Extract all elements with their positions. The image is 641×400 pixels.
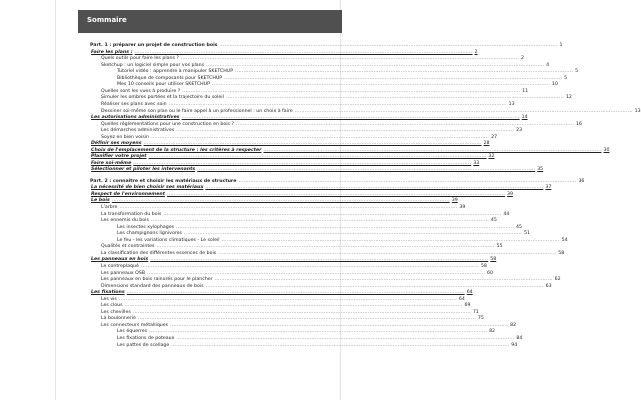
toc-page-number: 28 [483,141,490,147]
toc-dot-leader: ........................................................................................................................................................................................................ [181,115,520,121]
toc-dot-leader: ........................................................................................................................................................................................................ [151,134,490,140]
toc-dot-leader: ........................................................................................................................................................................................................ [263,147,602,153]
toc-entry [90,250,565,257]
toc-page-number: 60 [487,270,493,276]
toc-entry-title: Les équerres [117,329,148,335]
toc-page-number: 13 [634,108,641,114]
toc-entry-title: Sélectionner et piloter les intervenants [91,167,196,173]
toc-dot-leader: ........................................................................................................................................................................................................ [221,237,560,243]
toc-entry [90,43,563,49]
toc-entry [90,141,490,147]
toc-dot-leader: ........................................................................................................................................................................................................ [176,336,515,341]
toc-entry [90,128,523,134]
toc-page-number: 14 [521,115,528,121]
toc-page-number: 84 [516,336,523,341]
toc-entry [90,270,493,277]
toc-entry-title: Dimensions standard des panneaux de bois [101,283,204,289]
toc-dot-leader: ........................................................................................................................................................................................................ [134,49,473,55]
toc-page-number: 75 [477,316,484,322]
summary-header-bar [78,10,342,33]
toc-entry-title: L'arbre [101,205,118,210]
toc-page-number: 71 [472,309,479,315]
toc-entry-title: Les champignons lignivores [117,231,182,237]
toc-dot-leader: ........................................................................................................................................................................................................ [147,270,486,276]
toc-page-number: 33 [473,160,480,166]
toc-entry [90,237,568,244]
toc-entry [90,185,552,191]
toc-entry [90,75,568,82]
toc-page-number: 51 [524,231,530,237]
toc-page-number: 13 [508,101,515,107]
toc-entry-title: Les autorisations administratives [91,115,180,121]
toc-page-number: 82 [510,322,517,328]
toc-entry [90,134,498,141]
toc-page-number: 12 [565,95,572,101]
toc-dot-leader: ........................................................................................................................................................................................................ [137,316,476,322]
toc-entry-title: Quelles sont les vues à produire ? [101,88,181,94]
toc-entry-title: Le feu - les variations climatiques - Le soleil [117,237,220,243]
toc-page-number: 69 [464,303,471,309]
toc-dot-leader: ........................................................................................................................................................................................................ [219,43,558,48]
toc-entry [90,147,610,154]
toc-entry [90,191,513,198]
toc-page-number: 2 [520,56,524,62]
toc-entry [90,121,582,128]
toc-entry [90,101,515,108]
toc-entry-title: Les fixations [91,290,125,296]
toc-entry [90,263,487,270]
toc-dot-leader: ........................................................................................................................................................................................................ [206,62,545,68]
toc-page-number: 64 [458,296,465,302]
toc-entry [90,309,479,316]
toc-entry [90,231,530,237]
toc-entry [90,88,529,95]
toc-entry-title: Dessiner soi-même son plan ou le faire appel à un professionnel : un choix à faire [101,108,293,114]
toc-entry [90,154,495,160]
toc-page-number: 94 [511,342,518,348]
toc-page-number: 5 [575,69,579,75]
toc-page-number: 5 [564,75,568,81]
toc-entry-title: Les panneaux en bois rainurés pour le plancher [101,277,213,283]
toc-dot-leader: ........................................................................................................................................................................................................ [148,154,487,160]
toc-entry-title: Bibliothèque de composants pour SKETCHUP [117,75,223,81]
toc-entry-title: Part. 2 : connaître et choisir les matériaux de structure [90,178,237,184]
toc-entry-title: Les chevilles [101,309,131,315]
toc-entry-title: La nécessité de bien choisir ses matériaux [91,185,204,191]
toc-page-number: 64 [466,290,473,296]
toc-page-number: 62 [554,277,561,283]
toc-dot-leader: ........................................................................................................................................................................................................ [149,329,488,335]
toc-entry [90,283,552,290]
toc-page-number: 35 [537,167,544,173]
toc-page-number: 30 [603,147,610,153]
toc-page-number: 45 [490,218,497,224]
toc-page-number: 55 [496,244,503,250]
toc-entry [90,115,528,121]
toc-page-number: 16 [576,121,582,127]
toc-dot-leader: ........................................................................................................................................................................................................ [214,277,553,283]
toc-entry [90,296,465,303]
toc-dot-leader: ........................................................................................................................................................................................................ [224,75,563,81]
toc-entry [90,322,517,329]
toc-page-number: 11 [522,88,529,94]
toc-page-number: 10 [551,82,558,88]
toc-page-number: 37 [545,185,552,191]
toc-entry [90,167,544,173]
toc-dot-leader: ........................................................................................................................................................................................................ [111,198,450,204]
toc-entry-title: Les insectes xylophages [117,224,175,230]
toc-entry-title: Quelles réglementations pour une construction en bois ? [101,121,234,127]
toc-entry [90,62,550,69]
toc-dot-leader: ........................................................................................................................................................................................................ [132,309,471,315]
toc-page-number: 58 [480,263,487,269]
toc-dot-leader: ........................................................................................................................................................................................................ [124,303,463,309]
toc-entry-title: Choix de l'emplacement de la structure : les critères à respecter [91,147,262,153]
toc-dot-leader: ........................................................................................................................................................................................................ [180,56,519,62]
toc-entry-title: Faire soi-même [91,160,132,166]
toc-entry [90,95,572,101]
toc-dot-leader: ........................................................................................................................................................................................................ [126,290,465,296]
toc-entry-title: Simuler les ombres portées et la trajectoire du soleil [101,95,224,101]
toc-entry [90,211,510,218]
toc-dot-leader: ........................................................................................................................................................................................................ [171,342,510,348]
toc-entry-title: La boulonnerie [101,316,136,322]
toc-dot-leader: ........................................................................................................................................................................................................ [133,160,472,166]
toc-dot-leader: ........................................................................................................................................................................................................ [235,69,574,75]
toc-dot-leader: ........................................................................................................................................................................................................ [182,88,521,94]
toc-entry [90,56,524,62]
toc-dot-leader: ........................................................................................................................................................................................................ [163,211,502,217]
toc-dot-leader: ........................................................................................................................................................................................................ [170,322,509,328]
toc-page-number: 45 [516,224,522,230]
toc-entry-title: Le bois [91,198,110,204]
toc-dot-leader: ........................................................................................................................................................................................................ [156,244,495,250]
toc-dot-leader: ........................................................................................................................................................................................................ [166,191,505,197]
toc-entry-title: Définir ses moyens [91,141,142,147]
toc-page-number: 63 [545,283,552,289]
toc-dot-leader: ........................................................................................................................................................................................................ [150,257,489,263]
toc-page-number: 4 [546,62,550,68]
toc-entry-title: Le contreplaqué [101,263,139,269]
toc-dot-leader: ........................................................................................................................................................................................................ [176,224,515,230]
toc-entry-title: Les vis [101,296,117,302]
toc-entry-title: Les ennemis du bois [101,218,149,224]
toc-entry [90,244,503,250]
toc-entry [90,178,585,185]
toc-page-number: 32 [488,154,495,160]
toc-dot-leader: ........................................................................................................................................................................................................ [205,185,544,191]
toc-dot-leader: ........................................................................................................................................................................................................ [294,108,633,114]
toc-entry [90,342,518,349]
toc-entry-title: Soyez en bien voisin [101,134,150,140]
toc-dot-leader: ........................................................................................................................................................................................................ [205,283,544,289]
toc-page-number: 58 [490,257,497,263]
toc-entry [90,198,458,204]
toc-entry [90,329,496,335]
toc-entry-title: Respect de l'environnement [91,191,165,197]
toc-entry-title: La transformation du bois [101,211,162,217]
toc-dot-leader: ........................................................................................................................................................................................................ [168,101,507,107]
toc-page-number: 54 [561,237,568,243]
toc-dot-leader: ........................................................................................................................................................................................................ [225,95,564,101]
toc-page-number: 39 [506,191,513,197]
toc-dot-leader: ........................................................................................................................................................................................................ [140,263,479,269]
toc-page-number: 27 [491,134,498,140]
toc-entry-title: Les panneaux en bois [91,257,149,263]
toc-page-number: 39 [451,198,458,204]
toc-entry-title: La classification des différentes essences de bois [101,250,217,256]
toc-entry [90,277,561,283]
toc-entry-title: Les fixations de poteaux [117,336,175,341]
toc-entry [90,205,466,211]
toc-entry [90,108,641,115]
toc-entry [90,290,473,296]
toc-entry-title: Les panneaux OSB [101,270,146,276]
toc-entry [90,69,579,75]
toc-entry-title: Les démarches administratives [101,128,175,134]
toc-entry-title: Planifier votre projet [91,154,147,160]
toc-entry-title: Quels outils pour faire les plans ? [101,56,179,62]
toc-entry-title: Tutoriel vidéo : apprendre à manipuler SKETCHUP [117,69,234,75]
toc-entry-title: Les connecteurs métalliques [101,322,169,328]
toc-entry-title: Part. 1 : préparer un projet de construction bois [90,43,218,48]
document-page [55,0,641,400]
toc-dot-leader: ........................................................................................................................................................................................................ [150,218,489,224]
toc-entry-title: Sketchup : un logiciel simple pour vos plans [101,62,205,68]
toc-entry-title: Réaliser ses plans avec soin [101,101,167,107]
toc-page-number: 58 [558,250,565,256]
toc-page-number: 1 [559,43,563,48]
toc-dot-leader: ........................................................................................................................................................................................................ [176,128,515,134]
toc-dot-leader: ........................................................................................................................................................................................................ [143,141,482,147]
toc-entry [90,160,480,167]
toc-dot-leader: ........................................................................................................................................................................................................ [238,178,577,184]
toc-dot-leader: ........................................................................................................................................................................................................ [218,250,557,256]
toc-entry-title: Mes 10 conseils pour utiliser SKETCHUP [117,82,210,88]
toc-entry-title: Qualités et contraintes [101,244,155,250]
toc-entry-title: Les clous [101,303,123,309]
toc-entry-title: Faire les plans : [91,49,133,55]
toc-page-number: 39 [459,205,466,210]
toc-page-number: 82 [489,329,496,335]
toc-dot-leader: ........................................................................................................................................................................................................ [119,205,458,210]
toc-page-number: 44 [503,211,510,217]
toc-entry [90,224,522,231]
toc-dot-leader: ........................................................................................................................................................................................................ [197,167,536,173]
toc-entry-title: Les pattes de scellage [117,342,170,348]
toc-dot-leader: ........................................................................................................................................................................................................ [235,121,574,127]
toc-entry [90,257,497,263]
toc-dot-leader: ........................................................................................................................................................................................................ [211,82,550,88]
toc-entry [90,316,484,322]
toc-page-number: 23 [516,128,523,134]
toc-entry [90,336,523,342]
toc-dot-leader: ........................................................................................................................................................................................................ [183,231,522,237]
toc-entry [90,218,497,224]
toc-entry [90,303,471,309]
toc-entry [90,82,558,88]
toc-page-number: 2 [474,49,478,55]
summary-title: Sommaire [87,16,127,24]
toc-entry [90,49,478,56]
toc-page-number: 36 [578,178,585,184]
toc-dot-leader: ........................................................................................................................................................................................................ [118,296,457,302]
